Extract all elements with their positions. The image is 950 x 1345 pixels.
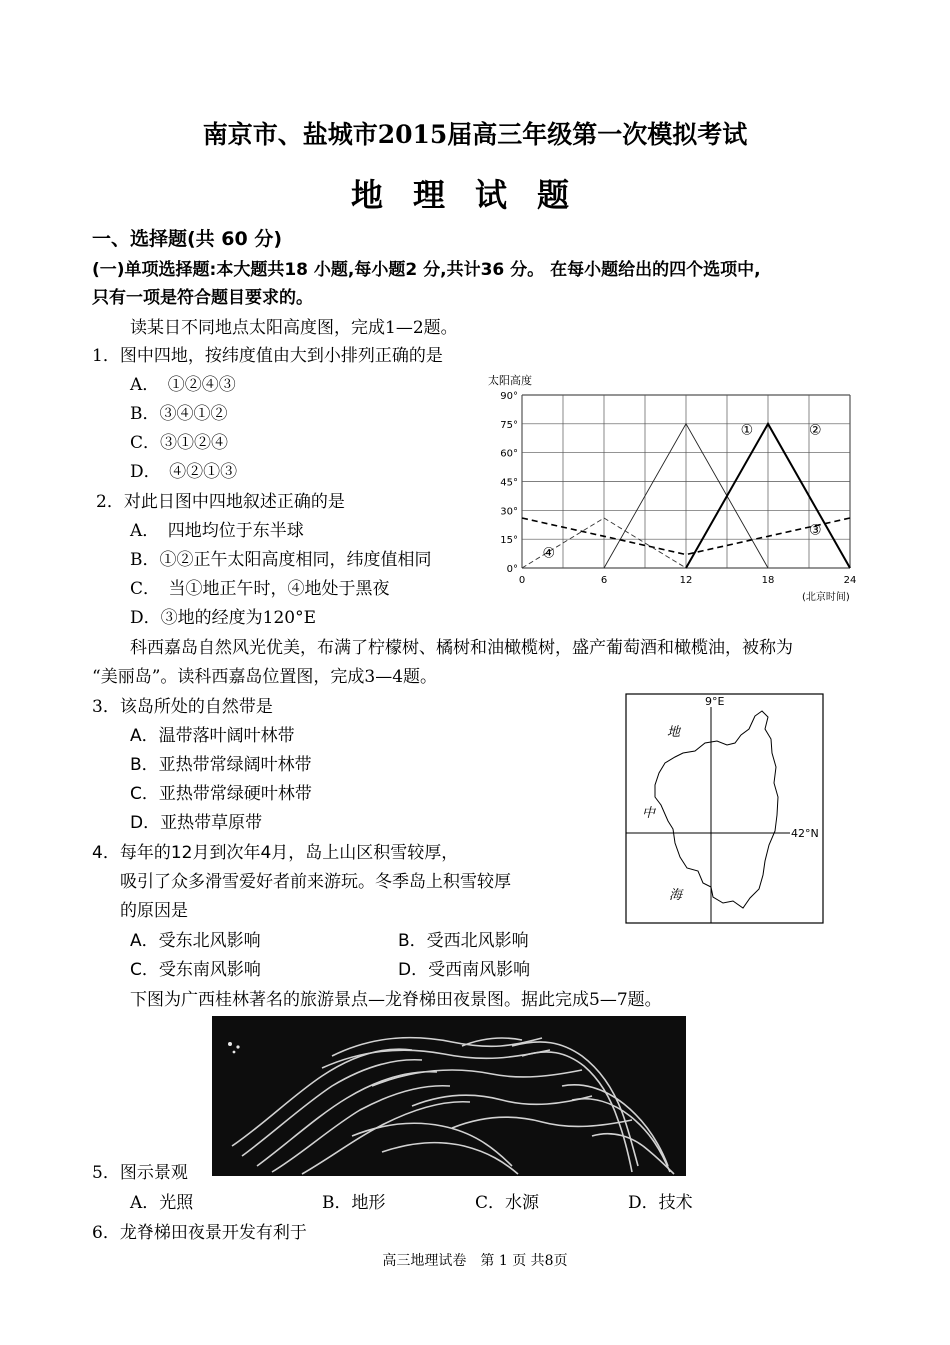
q1-option-d: D． ④②①③ (130, 462, 238, 482)
chart-y-ticks (500, 391, 518, 575)
subject-title: 地理试题 (350, 176, 599, 214)
series-label: ③ (809, 522, 822, 539)
solar-altitude-chart (470, 368, 870, 608)
series-label: ① (740, 422, 754, 439)
sea-char-3: 海 (669, 888, 683, 903)
q2-stem: 2．对此日图中四地叙述正确的是 (96, 492, 345, 512)
intro-3-4-line1: 科西嘉岛自然风光优美，布满了柠檬树、橘树和油橄榄树，盛产葡萄酒和橄榄油，被称为 (130, 638, 793, 658)
section-heading: 一、选择题(共 60 分) (92, 228, 283, 250)
q4-option-a: A．受东北风影响 (130, 931, 261, 951)
q4-stem-line1: 4．每年的12月到次年4月，岛上山区积雪较厚， (92, 843, 459, 863)
q5-option-c: C．水源 (475, 1193, 540, 1213)
chart-xlabel: (北京时间) (802, 592, 850, 603)
y-tick-label: 0° (506, 564, 518, 575)
y-tick-label: 60° (500, 448, 518, 460)
q4-stem-line3: 的原因是 (120, 901, 188, 921)
corsica-island-outline (655, 711, 778, 908)
q3-stem: 3．该岛所处的自然带是 (92, 697, 273, 717)
latitude-label: 42°N (791, 827, 819, 840)
page-footer: 高三地理试卷 第 1 页 共8页 (382, 1253, 568, 1269)
q3-option-d: D．亚热带草原带 (130, 813, 263, 833)
q5-option-b: B．地形 (322, 1193, 386, 1213)
intro-5-7: 下图为广西桂林著名的旅游景点—龙脊梯田夜景图。据此完成5—7题。 (130, 990, 662, 1010)
y-tick-label: 90° (500, 391, 518, 402)
q6-stem: 6．龙脊梯田夜景开发有利于 (92, 1223, 307, 1243)
q2-option-d: D．③地的经度为120°E (130, 608, 316, 628)
q3-option-b: B．亚热带常绿阔叶林带 (130, 755, 312, 775)
q1-option-b: B．③④①② (130, 404, 228, 424)
q3-option-c: C．亚热带常绿硬叶林带 (130, 784, 312, 804)
series-label: ④ (542, 545, 556, 562)
chart-ylabel: 太阳高度 (488, 374, 532, 387)
y-tick-label: 45° (500, 477, 518, 489)
q3-option-a: A．温带落叶阔叶林带 (130, 726, 295, 746)
q4-option-b: B．受西北风影响 (398, 931, 529, 951)
intro-1-2: 读某日不同地点太阳高度图，完成1—2题。 (130, 318, 458, 338)
x-tick-label: 12 (679, 575, 693, 586)
series-label: ② (809, 422, 822, 439)
x-tick-label: 24 (843, 575, 857, 586)
q2-option-c: C． 当①地正午时，④地处于黑夜 (130, 579, 390, 599)
q4-stem-line2: 吸引了众多滑雪爱好者前来游玩。冬季岛上积雪较厚 (120, 872, 511, 892)
sea-char-1: 地 (667, 725, 681, 740)
q5-option-d: D．技术 (628, 1193, 693, 1213)
x-tick-label: 18 (761, 575, 775, 586)
intro-3-4-line2: “美丽岛”。读科西嘉岛位置图，完成3—4题。 (92, 667, 438, 687)
q5-option-a: A．光照 (130, 1193, 194, 1213)
q4-option-d: D．受西南风影响 (398, 960, 531, 980)
corsica-map (625, 693, 825, 925)
y-tick-label: 15° (500, 535, 518, 547)
y-tick-label: 75° (500, 419, 518, 431)
q1-option-c: C．③①②④ (130, 433, 229, 453)
chart-x-ticks (519, 575, 857, 586)
q1-option-a: A． ①②④③ (130, 375, 236, 395)
terrace-night-photo (212, 1016, 686, 1176)
q2-option-b: B．①②正午太阳高度相同，纬度值相同 (130, 550, 432, 570)
y-tick-label: 30° (500, 506, 518, 518)
x-tick-label: 6 (600, 575, 608, 586)
longitude-label: 9°E (705, 695, 725, 708)
sea-char-2: 中 (642, 806, 656, 821)
q5-stem: 5．图示景观 (92, 1163, 188, 1183)
instructions-line2: 只有一项是符合题目要求的。 (92, 288, 313, 308)
q2-option-a: A． 四地均位于东半球 (130, 521, 304, 541)
x-tick-label: 0 (518, 575, 526, 586)
q1-stem: 1．图中四地，按纬度值由大到小排列正确的是 (92, 346, 443, 366)
exam-title: 南京市、盐城市2015届高三年级第一次模拟考试 (202, 120, 748, 149)
instructions-line1: (一)单项选择题:本大题共18 小题,每小题2 分,共计36 分。 在每小题给出的四个选项中, (92, 260, 761, 280)
q4-option-c: C．受东南风影响 (130, 960, 261, 980)
